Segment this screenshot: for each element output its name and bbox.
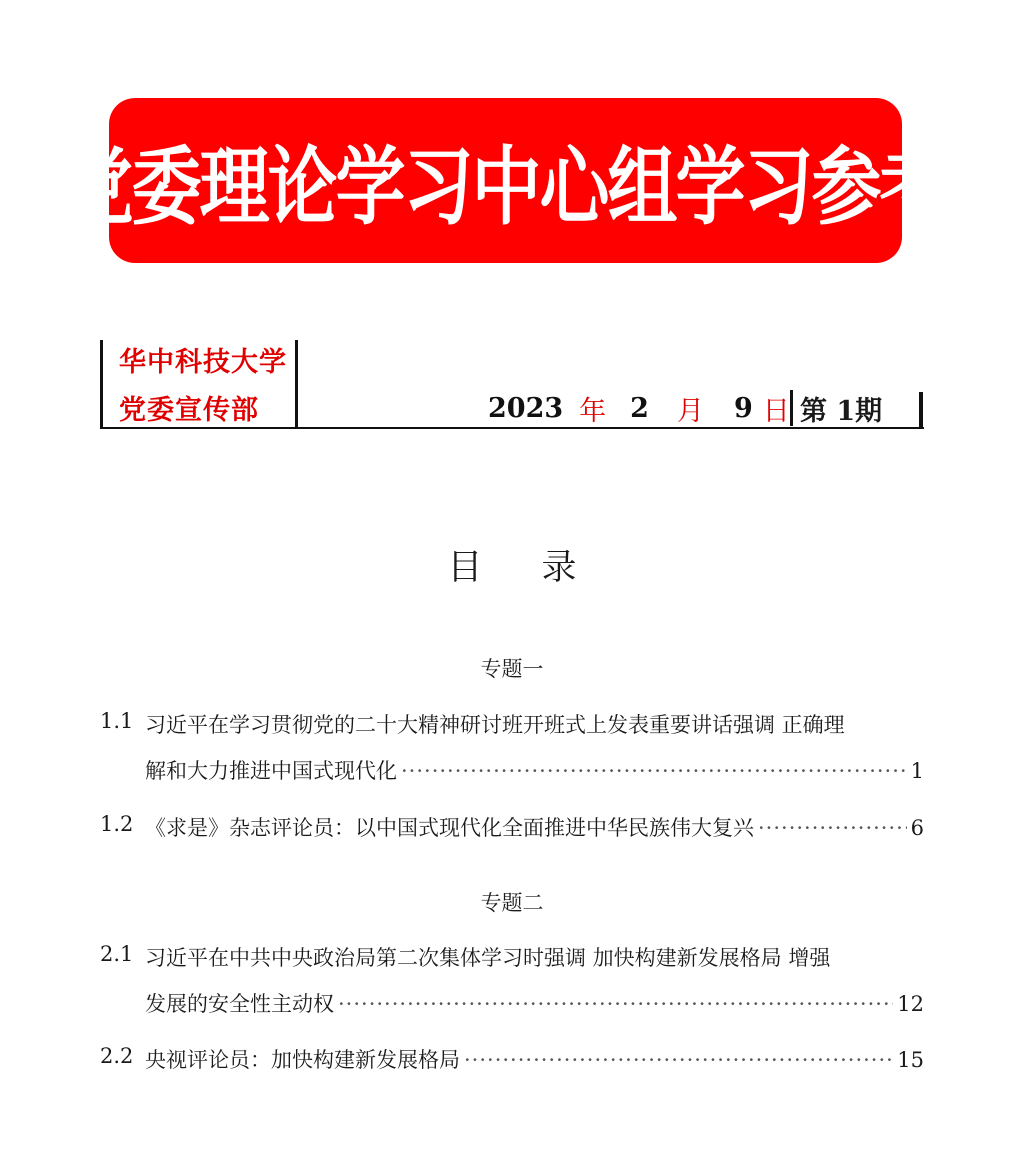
leader-dots bbox=[464, 1048, 893, 1072]
date-day: 9 bbox=[733, 392, 753, 424]
page-number: 6 bbox=[910, 816, 924, 840]
entry-number: 1.2 bbox=[100, 812, 134, 836]
date-divider bbox=[790, 390, 793, 426]
issuer-university: 华中科技大学 bbox=[119, 347, 287, 378]
toc-entry-1-1[interactable] bbox=[100, 709, 924, 789]
toc-entry-2-1[interactable] bbox=[100, 942, 924, 1022]
date-year: 2023 bbox=[488, 392, 564, 424]
section-title-1: 专题一 bbox=[480, 657, 544, 681]
entry-title-cont: 发展的安全性主动权 bbox=[145, 992, 334, 1016]
toc-entry-2-2[interactable] bbox=[100, 1044, 924, 1074]
issue-date bbox=[488, 390, 793, 426]
toc-entry-1-2[interactable] bbox=[100, 812, 924, 842]
page-number: 1 bbox=[910, 759, 924, 783]
masthead-title: 党委理论学习中心组学习参考 bbox=[63, 137, 948, 238]
date-month-unit: 月 bbox=[676, 395, 704, 427]
date-day-unit: 日 bbox=[762, 395, 790, 427]
entry-title-line1: 习近平在学习贯彻党的二十大精神研讨班开班式上发表重要讲话强调 正确理 bbox=[145, 713, 845, 737]
entry-title: 央视评论员：加快构建新发展格局 bbox=[145, 1048, 460, 1072]
entry-title-line2 bbox=[145, 988, 924, 1018]
leader-dots bbox=[758, 816, 907, 840]
entry-title-line1 bbox=[145, 812, 924, 842]
header-rule bbox=[100, 427, 924, 429]
entry-title-line2 bbox=[145, 755, 924, 785]
toc-title: 目 录 bbox=[447, 548, 601, 588]
entry-title-line1 bbox=[145, 1044, 924, 1074]
entry-number: 2.1 bbox=[100, 942, 134, 966]
entry-number: 2.2 bbox=[100, 1044, 134, 1068]
entry-number: 1.1 bbox=[100, 709, 134, 733]
entry-title: 《求是》杂志评论员：以中国式现代化全面推进中华民族伟大复兴 bbox=[145, 816, 754, 840]
issue-number: 第 1期 bbox=[800, 395, 883, 427]
date-month: 2 bbox=[630, 392, 649, 424]
date-year-unit: 年 bbox=[579, 395, 607, 427]
masthead-banner bbox=[63, 98, 948, 263]
issuer-department: 党委宣传部 bbox=[119, 395, 259, 426]
entry-title-line1: 习近平在中共中央政治局第二次集体学习时强调 加快构建新发展格局 增强 bbox=[145, 946, 831, 970]
leader-dots bbox=[401, 759, 907, 783]
leader-dots bbox=[338, 992, 893, 1016]
section-title-2: 专题二 bbox=[480, 891, 544, 915]
issuer-box bbox=[100, 340, 298, 428]
issue-end-divider bbox=[919, 392, 923, 429]
entry-title-cont: 解和大力推进中国式现代化 bbox=[145, 759, 397, 783]
page-number: 15 bbox=[897, 1048, 924, 1072]
page-number: 12 bbox=[897, 992, 924, 1016]
